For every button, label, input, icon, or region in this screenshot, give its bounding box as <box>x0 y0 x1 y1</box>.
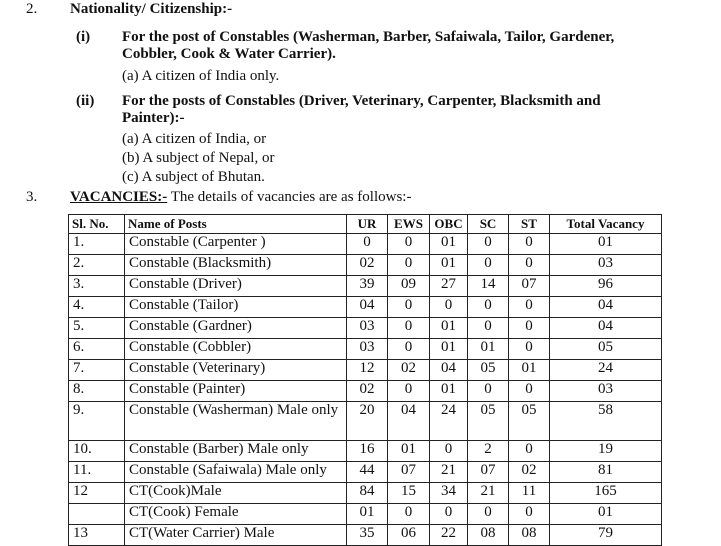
cell-sl-no: 2. <box>69 255 125 276</box>
cell-ur: 0 <box>347 234 388 255</box>
cell-sl-no <box>69 504 125 525</box>
cell-ews: 07 <box>388 462 430 483</box>
cell-sl-no: 5. <box>69 318 125 339</box>
sub-1-marker: (i) <box>76 29 91 45</box>
table-row <box>69 297 662 318</box>
cell-ur: 39 <box>347 276 388 297</box>
cell-total-vacancy: 24 <box>550 360 662 381</box>
cell-obc: 01 <box>430 339 468 360</box>
cell-sc: 05 <box>468 402 509 441</box>
cell-ur: 35 <box>347 525 388 546</box>
sub-2-item: (b) A subject of Nepal, or <box>122 150 275 166</box>
cell-ews: 04 <box>388 402 430 441</box>
cell-ur: 01 <box>347 504 388 525</box>
cell-ur: 03 <box>347 318 388 339</box>
cell-ews: 0 <box>388 504 430 525</box>
cell-obc: 01 <box>430 381 468 402</box>
cell-ur: 16 <box>347 441 388 462</box>
cell-ews: 0 <box>388 339 430 360</box>
cell-name-of-post: Constable (Safaiwala) Male only <box>125 462 347 483</box>
cell-total-vacancy: 04 <box>550 318 662 339</box>
sub-1-item: (a) A citizen of India only. <box>122 68 280 84</box>
cell-sc: 0 <box>468 318 509 339</box>
header-total-vacancy: Total Vacancy <box>550 215 662 234</box>
cell-obc: 21 <box>430 462 468 483</box>
cell-sl-no: 3. <box>69 276 125 297</box>
cell-total-vacancy: 04 <box>550 297 662 318</box>
sub-2-item: (c) A subject of Bhutan. <box>122 169 265 185</box>
section-2-number: 2. <box>26 1 38 17</box>
table-row <box>69 318 662 339</box>
cell-total-vacancy: 05 <box>550 339 662 360</box>
cell-ur: 12 <box>347 360 388 381</box>
table-header-row <box>69 215 662 234</box>
sub-2-title-line-2: Painter):- <box>122 110 185 126</box>
table-row <box>69 339 662 360</box>
cell-name-of-post: Constable (Driver) <box>125 276 347 297</box>
cell-ur: 44 <box>347 462 388 483</box>
cell-ews: 09 <box>388 276 430 297</box>
cell-ur: 03 <box>347 339 388 360</box>
cell-obc: 27 <box>430 276 468 297</box>
section-3-line <box>70 189 411 206</box>
cell-sc: 07 <box>468 462 509 483</box>
table-row <box>69 483 662 504</box>
cell-sc: 14 <box>468 276 509 297</box>
cell-sc: 05 <box>468 360 509 381</box>
cell-st: 05 <box>509 402 550 441</box>
cell-sl-no: 1. <box>69 234 125 255</box>
cell-sc: 21 <box>468 483 509 504</box>
cell-st: 0 <box>509 339 550 360</box>
cell-total-vacancy: 79 <box>550 525 662 546</box>
cell-ur: 04 <box>347 297 388 318</box>
sub-1-title-line-2: Cobbler, Cook & Water Carrier). <box>122 46 336 62</box>
cell-obc: 34 <box>430 483 468 504</box>
table-row <box>69 276 662 297</box>
cell-st: 0 <box>509 318 550 339</box>
cell-obc: 01 <box>430 255 468 276</box>
cell-total-vacancy: 01 <box>550 234 662 255</box>
cell-sc: 0 <box>468 234 509 255</box>
cell-name-of-post: Constable (Barber) Male only <box>125 441 347 462</box>
cell-ews: 01 <box>388 441 430 462</box>
vacancy-table <box>68 214 662 546</box>
cell-total-vacancy: 165 <box>550 483 662 504</box>
table-row <box>69 441 662 462</box>
cell-st: 01 <box>509 360 550 381</box>
cell-sl-no: 12 <box>69 483 125 504</box>
cell-name-of-post: CT(Cook)Male <box>125 483 347 504</box>
cell-name-of-post: Constable (Painter) <box>125 381 347 402</box>
cell-total-vacancy: 19 <box>550 441 662 462</box>
cell-st: 02 <box>509 462 550 483</box>
table-row <box>69 504 662 525</box>
cell-name-of-post: Constable (Cobbler) <box>125 339 347 360</box>
table-row <box>69 234 662 255</box>
cell-ur: 84 <box>347 483 388 504</box>
cell-sl-no: 8. <box>69 381 125 402</box>
header-sc: SC <box>468 215 509 234</box>
cell-name-of-post: Constable (Washerman) Male only <box>125 402 347 441</box>
section-3-heading: VACANCIES:- <box>70 189 168 205</box>
cell-sl-no: 10. <box>69 441 125 462</box>
header-obc: OBC <box>430 215 468 234</box>
cell-obc: 22 <box>430 525 468 546</box>
cell-sl-no: 4. <box>69 297 125 318</box>
cell-total-vacancy: 96 <box>550 276 662 297</box>
header-name-of-posts: Name of Posts <box>125 215 347 234</box>
cell-sc: 08 <box>468 525 509 546</box>
cell-obc: 04 <box>430 360 468 381</box>
cell-ews: 15 <box>388 483 430 504</box>
cell-st: 0 <box>509 441 550 462</box>
table-row <box>69 381 662 402</box>
cell-st: 0 <box>509 297 550 318</box>
cell-total-vacancy: 81 <box>550 462 662 483</box>
cell-ur: 02 <box>347 255 388 276</box>
cell-ews: 0 <box>388 297 430 318</box>
cell-obc: 24 <box>430 402 468 441</box>
cell-total-vacancy: 01 <box>550 504 662 525</box>
header-sl-no: Sl. No. <box>69 215 125 234</box>
cell-sl-no: 7. <box>69 360 125 381</box>
table-row <box>69 462 662 483</box>
cell-sl-no: 9. <box>69 402 125 441</box>
cell-ews: 0 <box>388 234 430 255</box>
cell-total-vacancy: 03 <box>550 381 662 402</box>
table-row <box>69 402 662 441</box>
cell-name-of-post: Constable (Carpenter ) <box>125 234 347 255</box>
cell-sc: 0 <box>468 381 509 402</box>
cell-sc: 0 <box>468 255 509 276</box>
cell-obc: 0 <box>430 297 468 318</box>
cell-sc: 0 <box>468 504 509 525</box>
section-3-number: 3. <box>26 189 38 205</box>
cell-ews: 0 <box>388 255 430 276</box>
cell-obc: 0 <box>430 441 468 462</box>
cell-st: 0 <box>509 255 550 276</box>
cell-sc: 01 <box>468 339 509 360</box>
cell-st: 0 <box>509 381 550 402</box>
cell-name-of-post: CT(Cook) Female <box>125 504 347 525</box>
cell-st: 11 <box>509 483 550 504</box>
cell-obc: 01 <box>430 318 468 339</box>
cell-ews: 02 <box>388 360 430 381</box>
cell-ews: 06 <box>388 525 430 546</box>
cell-sc: 0 <box>468 297 509 318</box>
cell-st: 0 <box>509 504 550 525</box>
cell-obc: 01 <box>430 234 468 255</box>
cell-name-of-post: Constable (Blacksmith) <box>125 255 347 276</box>
cell-ews: 0 <box>388 381 430 402</box>
cell-ur: 02 <box>347 381 388 402</box>
cell-ur: 20 <box>347 402 388 441</box>
cell-total-vacancy: 58 <box>550 402 662 441</box>
cell-sc: 2 <box>468 441 509 462</box>
cell-obc: 0 <box>430 504 468 525</box>
table-row <box>69 255 662 276</box>
cell-st: 07 <box>509 276 550 297</box>
cell-name-of-post: Constable (Gardner) <box>125 318 347 339</box>
cell-name-of-post: Constable (Veterinary) <box>125 360 347 381</box>
cell-name-of-post: Constable (Tailor) <box>125 297 347 318</box>
header-st: ST <box>509 215 550 234</box>
sub-2-item: (a) A citizen of India, or <box>122 131 267 147</box>
table-row <box>69 525 662 546</box>
cell-ews: 0 <box>388 318 430 339</box>
cell-total-vacancy: 03 <box>550 255 662 276</box>
section-2-heading: Nationality/ Citizenship:- <box>70 1 233 17</box>
cell-st: 08 <box>509 525 550 546</box>
header-ews: EWS <box>388 215 430 234</box>
sub-1-title-line-1: For the post of Constables (Washerman, Barber, Safaiwala, Tailor, Gardener, <box>122 29 615 45</box>
header-ur: UR <box>347 215 388 234</box>
cell-sl-no: 13 <box>69 525 125 546</box>
cell-st: 0 <box>509 234 550 255</box>
cell-sl-no: 11. <box>69 462 125 483</box>
table-row <box>69 360 662 381</box>
sub-2-marker: (ii) <box>76 93 95 109</box>
cell-sl-no: 6. <box>69 339 125 360</box>
cell-name-of-post: CT(Water Carrier) Male <box>125 525 347 546</box>
sub-2-title-line-1: For the posts of Constables (Driver, Veterinary, Carpenter, Blacksmith and <box>122 93 601 109</box>
section-3-intro: The details of vacancies are as follows:- <box>167 189 412 205</box>
